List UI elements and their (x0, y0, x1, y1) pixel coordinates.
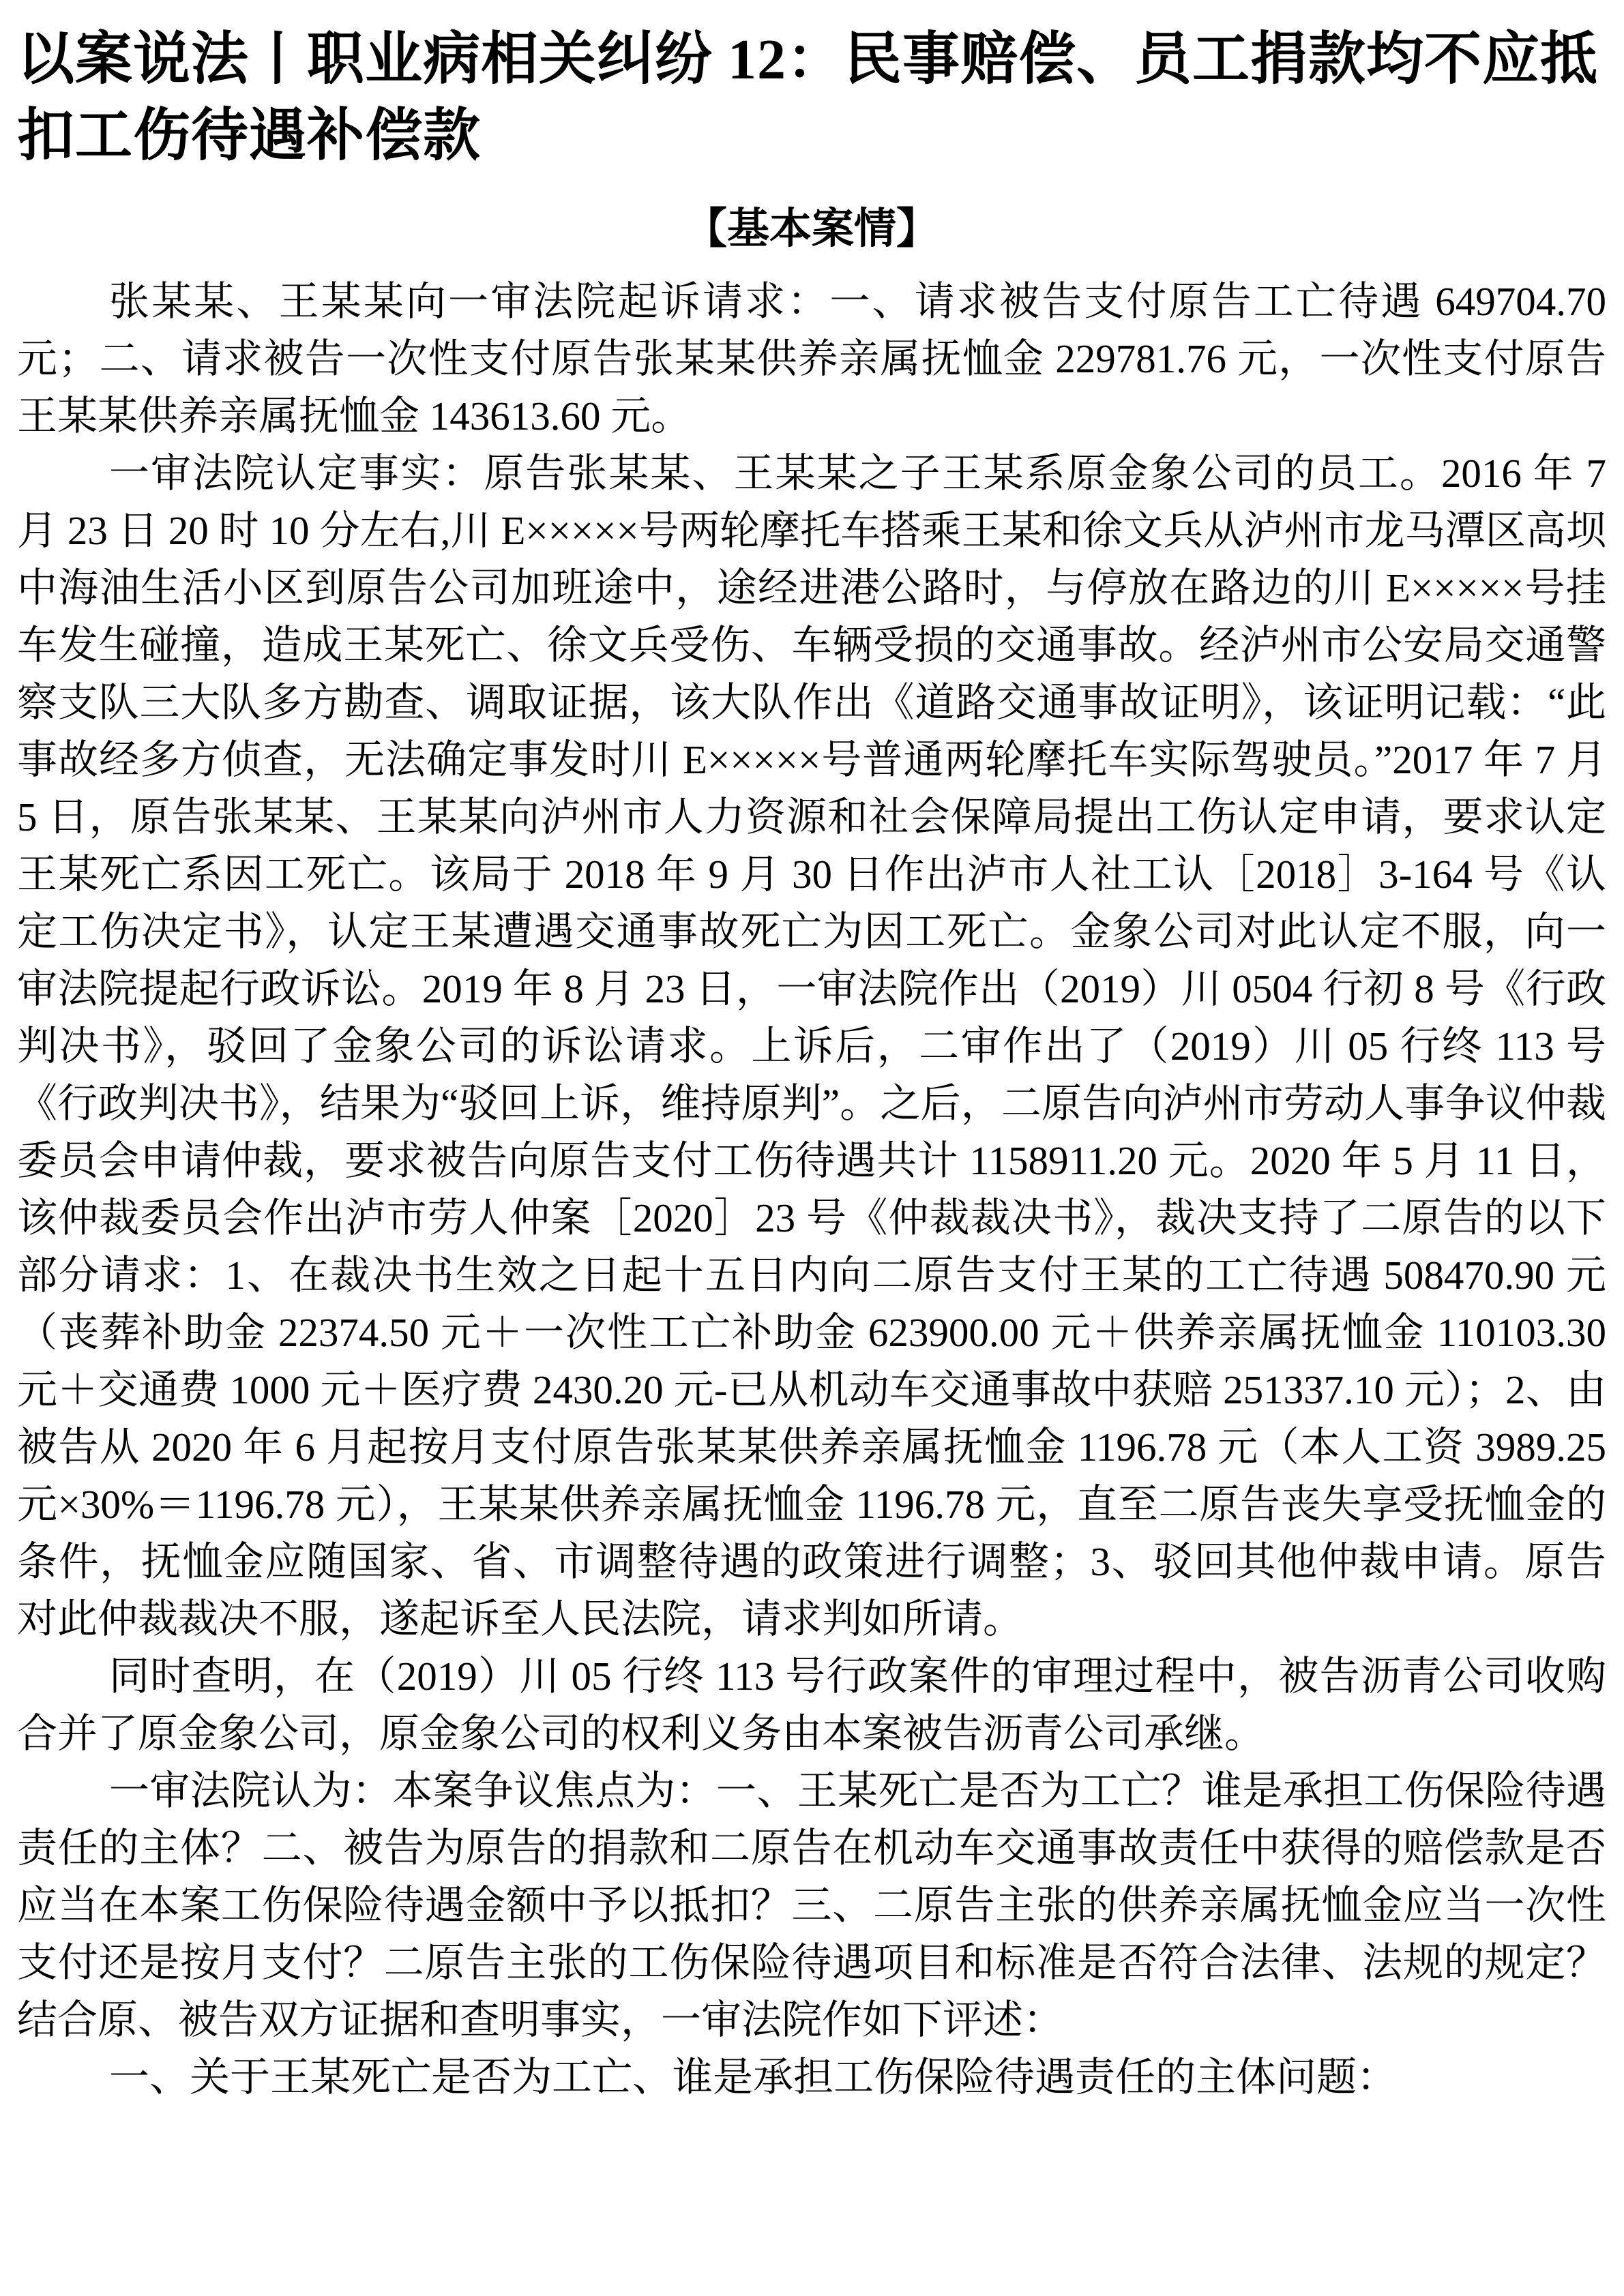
section-heading-basic-facts: 【基本案情】 (684, 206, 939, 252)
paragraph-facts-found: 一审法院认定事实：原告张某某、王某某之子王某系原金象公司的员工。2016 年 7 月 23 日 20 时 10 分左右,川 E×××××号两轮摩托车搭乘王某和徐文兵从泸州市龙马潭区高坝中海油生活小区到原告公司加班途中，途经进港公路时，与停放在路边的川 E×××××号挂车发生碰撞，造成王某死亡、徐文兵受伤、车辆受损的交通事故。经泸州市公安局交通警察支队三大队多方勘查、调取证据，该大队作出《道路交通事故证明》，该证明记载：“此事故经多方侦查，无法确定事发时川 E×××××号普通两轮摩托车实际驾驶员。”2017 年 7 月 5 日，原告张某某、王某某向泸州市人力资源和社会保障局提出工伤认定申请，要求认定王某死亡系因工死亡。该局于 2018 年 9 月 30 日作出泸市人社工认［2018］3-164 号《认定工伤决定书》，认定王某遭遇交通事故死亡为因工死亡。金象公司对此认定不服，向一审法院提起行政诉讼。2019 年 8 月 23 日，一审法院作出（2019）川 0504 行初 8 号《行政判决书》，驳回了金象公司的诉讼请求。上诉后，二审作出了（2019）川 05 行终 113 号《行政判决书》，结果为“驳回上诉，维持原判”。之后，二原告向泸州市劳动人事争议仲裁委员会申请仲裁，要求被告向原告支付工伤待遇共计 1158911.20 元。2020 年 5 月 11 日，该仲裁委员会作出泸市劳人仲案［2020］23 号《仲裁裁决书》，裁决支持了二原告的以下部分请求：1、在裁决书生效之日起十五日内向二原告支付王某的工亡待遇 508470.90 元（丧葬补助金 22374.50 元＋一次性工亡补助金 623900.00 元＋供养亲属抚恤金 110103.30 元＋交通费 1000 元＋医疗费 2430.20 元-已从机动车交通事故中获赔 251337.10 元）；2、由被告从 2020 年 6 月起按月支付原告张某某供养亲属抚恤金 1196.78 元（本人工资 3989.25 元×30%＝1196.78 元），王某某供养亲属抚恤金 1196.78 元，直至二原告丧失享受抚恤金的条件，抚恤金应随国家、省、市调整待遇的政策进行调整；3、驳回其他仲裁申请。原告对此仲裁裁决不服，遂起诉至人民法院，请求判如所请。 (17, 451, 1606, 1641)
paragraph-issue-one-heading: 一、关于王某死亡是否为工亡、谁是承担工伤保险待遇责任的主体问题： (109, 2055, 1398, 2100)
paragraph-company-merger: 同时查明，在（2019）川 05 行终 113 号行政案件的审理过程中，被告沥青公司收购合并了原金象公司，原金象公司的权利义务由本案被告沥青公司承继。 (17, 1654, 1606, 1756)
paragraph-court-issues: 一审法院认为：本案争议焦点为：一、王某死亡是否为工亡？谁是承担工伤保险待遇责任的主体？二、被告为原告的捐款和二原告在机动车交通事故责任中获得的赔偿款是否应当在本案工伤保险待遇金额中予以抵扣？三、二原告主张的供养亲属抚恤金应当一次性支付还是按月支付？二原告主张的工伤保险待遇项目和标准是否符合法律、法规的规定？结合原、被告双方证据和查明事实，一审法院作如下评述： (17, 1768, 1606, 2042)
document-body (17, 273, 1606, 2106)
paragraph-claims: 张某某、王某某向一审法院起诉请求：一、请求被告支付原告工亡待遇 649704.70 元；二、请求被告一次性支付原告张某某供养亲属抚恤金 229781.76 元，一次性支付原告王某某供养亲属抚恤金 143613.60 元。 (17, 279, 1606, 438)
document-title: 以案说法丨职业病相关纠纷 12：民事赔偿、员工捐款均不应抵扣工伤待遇补偿款 (17, 28, 1599, 168)
